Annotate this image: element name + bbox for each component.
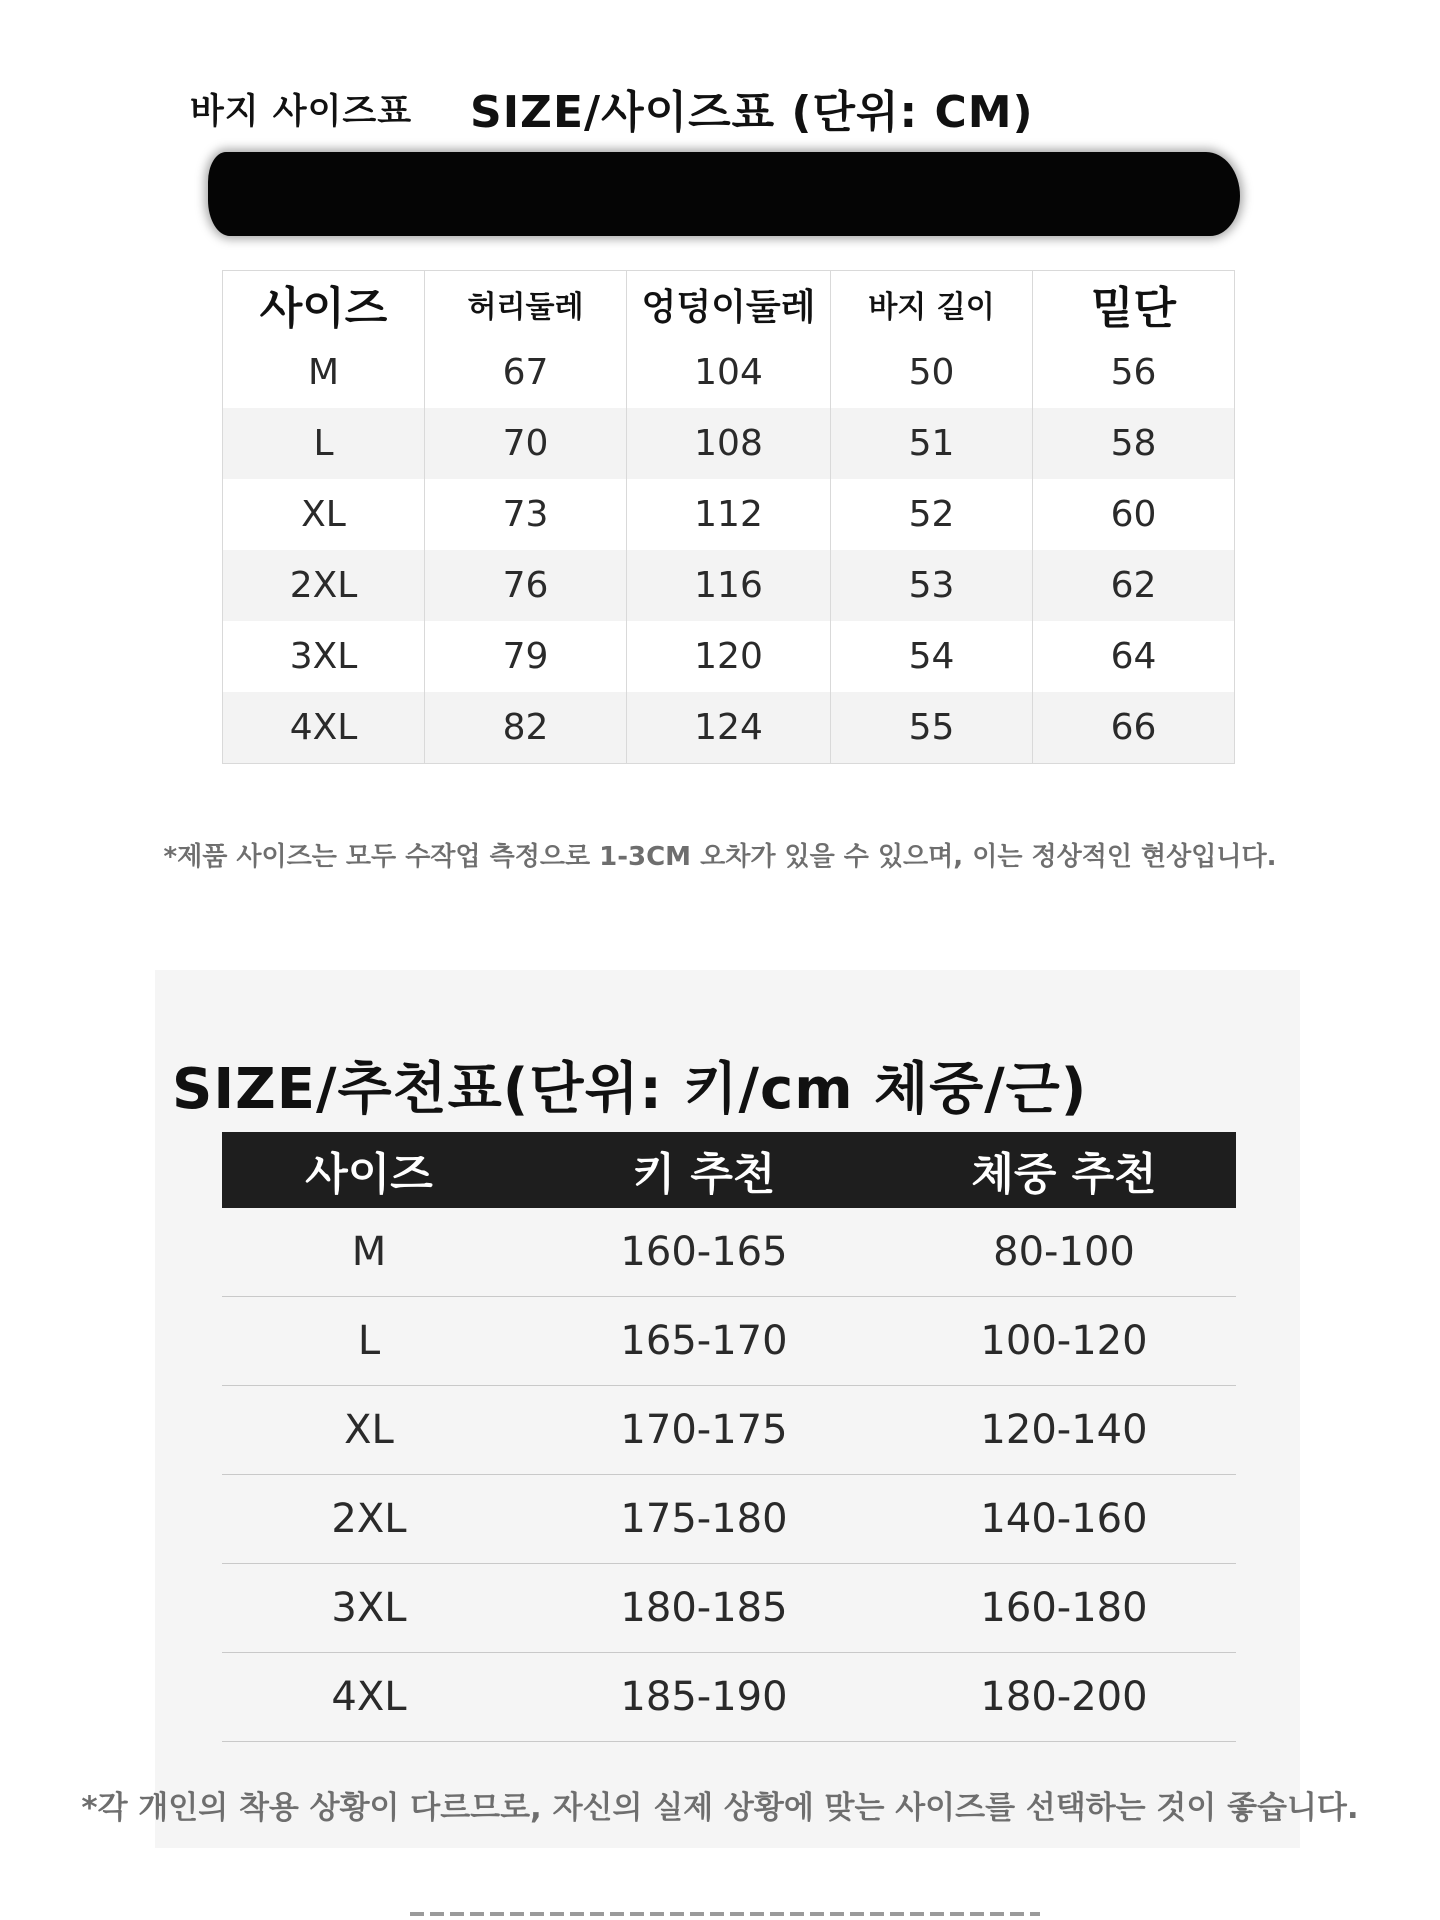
pants-size-chart-label: 바지 사이즈표 (190, 92, 413, 132)
table-row (222, 1564, 1236, 1653)
cell-hip: 104 (627, 337, 831, 408)
cell-pants-length: 51 (831, 408, 1033, 479)
cell-size: 3XL (223, 621, 425, 692)
table-row (223, 408, 1235, 479)
cell-size: XL (223, 479, 425, 550)
cell-hem: 66 (1033, 692, 1235, 764)
cell-hem: 56 (1033, 337, 1235, 408)
cell-pants-length: 52 (831, 479, 1033, 550)
cell-weight: 180-200 (892, 1653, 1236, 1742)
cell-size: 2XL (222, 1475, 516, 1564)
table-row (223, 337, 1235, 408)
table-header-row (222, 1132, 1236, 1208)
table-row (223, 479, 1235, 550)
cell-size: M (223, 337, 425, 408)
cropped-text-fragment (410, 1906, 1040, 1916)
cell-size: 3XL (222, 1564, 516, 1653)
header-waist: 허리둘레 (425, 271, 627, 338)
cell-weight: 100-120 (892, 1297, 1236, 1386)
cell-weight: 160-180 (892, 1564, 1236, 1653)
cell-hip: 120 (627, 621, 831, 692)
table-row (222, 1653, 1236, 1742)
cell-height: 160-165 (516, 1208, 892, 1297)
cell-size: 4XL (223, 692, 425, 764)
recommendation-chart-title: SIZE/추천표(단위: 키/cm 체중/근) (172, 1057, 1088, 1122)
cell-hip: 108 (627, 408, 831, 479)
cell-height: 185-190 (516, 1653, 892, 1742)
cell-waist: 70 (425, 408, 627, 479)
cell-waist: 79 (425, 621, 627, 692)
cell-size: 4XL (222, 1653, 516, 1742)
table-row (222, 1208, 1236, 1297)
measurement-note: *제품 사이즈는 모두 수작업 측정으로 1-3CM 오차가 있을 수 있으며, 이는 정상적인 현상입니다. (163, 842, 1277, 872)
cell-hip: 116 (627, 550, 831, 621)
cell-hem: 60 (1033, 479, 1235, 550)
cell-pants-length: 53 (831, 550, 1033, 621)
header-size: 사이즈 (223, 271, 425, 338)
cell-pants-length: 50 (831, 337, 1033, 408)
cell-hip: 112 (627, 479, 831, 550)
cell-weight: 140-160 (892, 1475, 1236, 1564)
pants-size-table (222, 270, 1235, 764)
recommendation-table (222, 1132, 1236, 1742)
table-row (222, 1475, 1236, 1564)
table-row (222, 1386, 1236, 1475)
table-row (223, 621, 1235, 692)
cell-pants-length: 54 (831, 621, 1033, 692)
cell-waist: 82 (425, 692, 627, 764)
table-header-row (223, 271, 1235, 338)
header-weight-recommendation: 체중 추천 (892, 1132, 1236, 1208)
cell-hip: 124 (627, 692, 831, 764)
cell-size: XL (222, 1386, 516, 1475)
header-pants-length: 바지 길이 (831, 271, 1033, 338)
cell-height: 165-170 (516, 1297, 892, 1386)
cell-size: L (223, 408, 425, 479)
table-row (222, 1297, 1236, 1386)
redaction-bar (208, 152, 1240, 236)
cell-waist: 67 (425, 337, 627, 408)
cell-size: 2XL (223, 550, 425, 621)
cell-waist: 73 (425, 479, 627, 550)
table-row (223, 692, 1235, 764)
cell-hem: 62 (1033, 550, 1235, 621)
cell-height: 170-175 (516, 1386, 892, 1475)
cell-weight: 120-140 (892, 1386, 1236, 1475)
header-hip: 엉덩이둘레 (627, 271, 831, 338)
cell-hem: 58 (1033, 408, 1235, 479)
cell-waist: 76 (425, 550, 627, 621)
header-hem: 밑단 (1033, 271, 1235, 338)
pants-size-chart-title: SIZE/사이즈표 (단위: CM) (470, 87, 1034, 138)
header-height-recommendation: 키 추천 (516, 1132, 892, 1208)
cell-size: M (222, 1208, 516, 1297)
table-row (223, 550, 1235, 621)
fit-advice-note: *각 개인의 착용 상황이 다르므로, 자신의 실제 상황에 맞는 사이즈를 선택하는 것이 좋습니다. (81, 1790, 1359, 1826)
cell-hem: 64 (1033, 621, 1235, 692)
cell-weight: 80-100 (892, 1208, 1236, 1297)
cell-size: L (222, 1297, 516, 1386)
cell-height: 175-180 (516, 1475, 892, 1564)
cell-pants-length: 55 (831, 692, 1033, 764)
header-size: 사이즈 (222, 1132, 516, 1208)
cell-height: 180-185 (516, 1564, 892, 1653)
